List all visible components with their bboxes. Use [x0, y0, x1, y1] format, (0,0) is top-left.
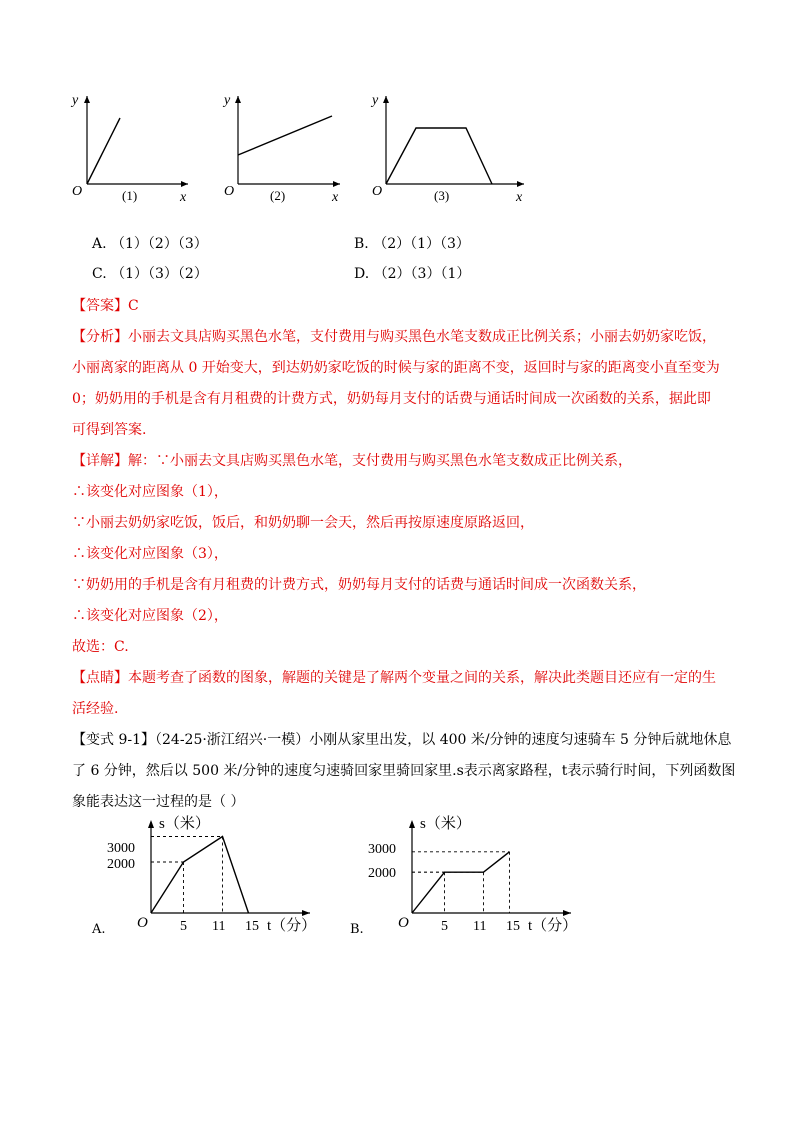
variant-line-2: 了 6 分钟，然后以 500 米/分钟的速度匀速骑回家里骑回家里.s表示离家路程，t表示骑行时间，下列函数图	[72, 763, 736, 779]
answer-text: C	[128, 298, 139, 314]
choice-a-xtick-15: 15	[245, 919, 259, 934]
choice-a-xtick-5: 5	[180, 919, 187, 934]
choice-b-series-line	[412, 852, 510, 913]
choice-b-origin: O	[398, 915, 409, 931]
variant-tag: 【变式 9-1】	[72, 732, 155, 748]
analysis-line-2: 小丽离家的距离从 0 开始变大，到达奶奶家吃饭的时候与家的距离不变，返回时与家的距离变小直至变为	[72, 360, 720, 376]
variant-line-1	[72, 730, 731, 750]
comment-text-1: 本题考查了函数的图象，解题的关键是了解两个变量之间的关系，解决此类题目还应有一定的生	[128, 670, 716, 686]
option-b[interactable]: B. （2）（1）（3）	[354, 236, 470, 252]
choice-a-ytick-2000: 2000	[107, 857, 135, 872]
graph-3-y-label: y	[372, 93, 379, 108]
choice-a-ytick-3000: 3000	[107, 841, 135, 856]
detail-tag: 【详解】	[72, 453, 128, 469]
choice-b-ytick-3000: 3000	[368, 842, 396, 857]
graph-1	[60, 88, 200, 208]
choice-a-origin: O	[137, 915, 148, 931]
option-a[interactable]: A. （1）（2）（3）	[92, 236, 208, 252]
graph-2-y-label: y	[224, 93, 231, 108]
detail-line-3: ∵小丽去奶奶家吃饭，饭后，和奶奶聊一会天，然后再按原速度原路返回，	[72, 515, 534, 531]
graph-1-y-label: y	[72, 93, 79, 108]
graph-3	[362, 88, 532, 208]
variant-text-1: （24-25·浙江绍兴·一模）小刚从家里出发，以 400 米/分钟的速度匀速骑车 5 分钟后就地休息	[155, 732, 732, 748]
graph-2-x-label: x	[332, 190, 339, 205]
detail-line-4: ∴该变化对应图象（3），	[72, 546, 228, 562]
graph-1-caption: (1)	[122, 188, 138, 203]
choice-a-letter[interactable]: A.	[92, 922, 106, 937]
graph-3-line	[386, 128, 492, 184]
graph-3-x-label: x	[516, 190, 523, 205]
answer-line	[72, 296, 139, 316]
detail-line-6: ∴该变化对应图象（2），	[72, 608, 228, 624]
choice-b-xtick-15: 15	[506, 919, 520, 934]
choice-a-xtick-11: 11	[212, 919, 226, 934]
option-c[interactable]: C. （1）（3）（2）	[92, 266, 208, 282]
option-d[interactable]: D. （2）（3）（1）	[354, 266, 471, 282]
choice-b-graph[interactable]	[366, 810, 581, 940]
choice-a-x-label: t（分）	[267, 918, 317, 934]
choice-a-series-line	[151, 837, 249, 914]
analysis-tag: 【分析】	[72, 329, 128, 345]
detail-line-2: ∴该变化对应图象（1），	[72, 484, 228, 500]
answer-tag: 【答案】	[72, 298, 128, 314]
graph-1-x-label: x	[180, 190, 187, 205]
choice-a-graph[interactable]	[105, 810, 320, 940]
graph-2-origin: O	[224, 184, 235, 199]
graph-3-caption: (3)	[434, 188, 450, 203]
graph-2-line	[238, 116, 332, 155]
analysis-line-1	[72, 327, 716, 347]
choice-b-x-label: t（分）	[528, 918, 578, 934]
graph-1-line	[87, 118, 120, 184]
choice-b-y-label: s（米）	[420, 816, 471, 832]
graph-2	[212, 88, 352, 208]
graph-1-origin: O	[72, 184, 83, 199]
choice-b-xtick-11: 11	[473, 919, 487, 934]
choice-b-xtick-5: 5	[441, 919, 448, 934]
choice-b-ytick-2000: 2000	[368, 866, 396, 881]
analysis-line-4: 可得到答案.	[72, 422, 147, 438]
detail-line-7: 故选：C.	[72, 639, 129, 655]
graph-2-caption: (2)	[270, 188, 286, 203]
detail-text-1: 解：∵小丽去文具店购买黑色水笔，支付费用与购买黑色水笔支数成正比例关系，	[128, 453, 632, 469]
analysis-text-1: 小丽去文具店购买黑色水笔，支付费用与购买黑色水笔支数成正比例关系；小丽去奶奶家吃饭，	[128, 329, 716, 345]
detail-line-1	[72, 451, 632, 471]
choice-a-y-label: s（米）	[159, 816, 210, 832]
detail-line-5: ∵奶奶用的手机是含有月租费的计费方式，奶奶每月支付的话费与通话时间成一次函数关系，	[72, 577, 646, 593]
graph-3-origin: O	[372, 184, 383, 199]
variant-line-3: 象能表达这一过程的是（ ）	[72, 794, 245, 810]
comment-line-1	[72, 668, 716, 688]
choice-b-letter[interactable]: B.	[350, 922, 364, 937]
analysis-line-3: 0；奶奶用的手机是含有月租费的计费方式，奶奶每月支付的话费与通话时间成一次函数的关系，据此即	[72, 391, 711, 407]
comment-tag: 【点睛】	[72, 670, 128, 686]
comment-line-2: 活经验.	[72, 701, 119, 717]
